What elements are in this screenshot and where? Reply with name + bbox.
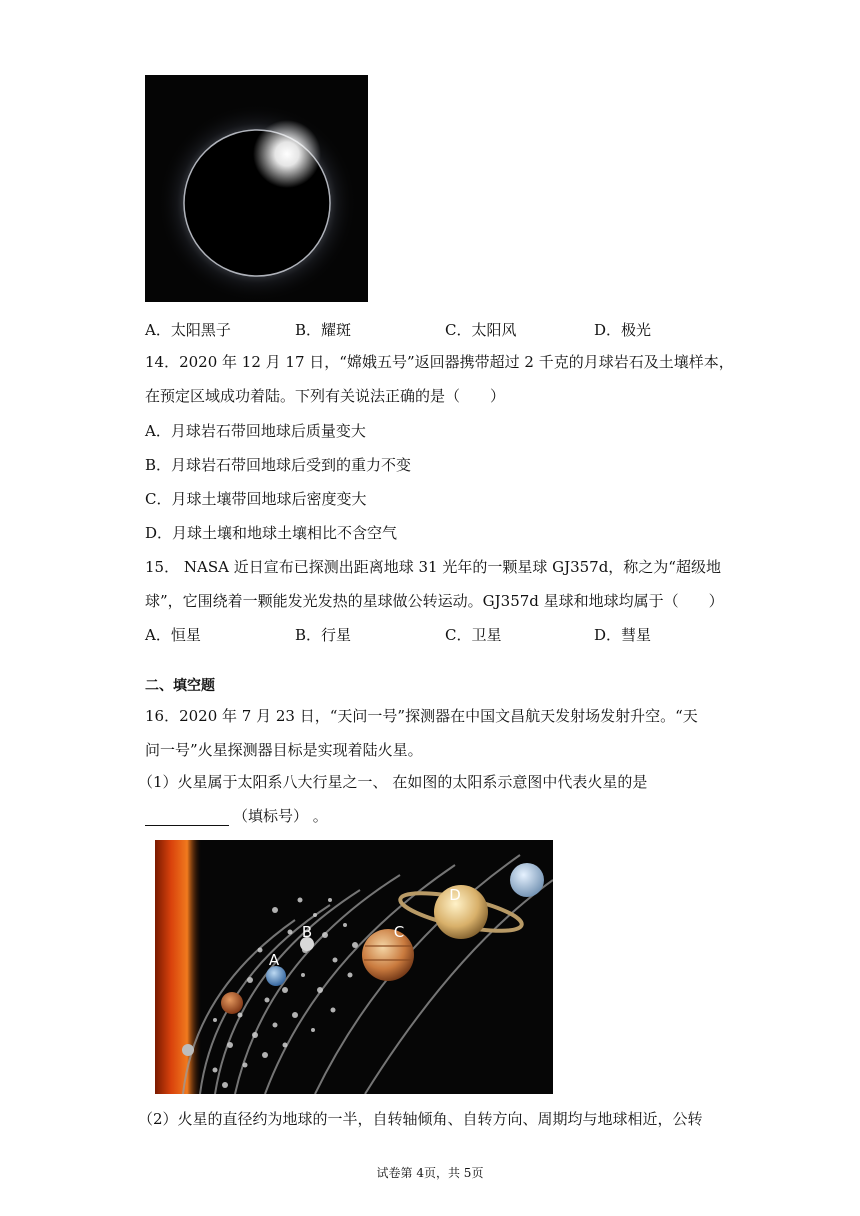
q14-stem-line2: 在预定区域成功着陆。下列有关说法正确的是（ ） [145,387,506,405]
q13-option-c: C．太阳风 [445,321,517,339]
q14-option-c: C．月球土壤带回地球后密度变大 [145,490,367,508]
planet-label-a: A [268,951,280,969]
planet-label-d: D [449,886,461,904]
section-heading: 二、填空题 [145,678,215,694]
q16-sub1-line2 [145,806,328,826]
q16-sub2-line1: （2）火星的直径约为地球的一半，自转轴倾角、自转方向、周期均与地球相近，公转 [138,1110,703,1128]
eclipse-image [145,75,368,302]
q16-stem-line1: 16．2020 年 7 月 23 日，“天问一号”探测器在中国文昌航天发射场发射升空。“天 [145,707,698,725]
solar-system-image [155,840,553,1094]
q13-option-b: B．耀斑 [295,321,352,339]
page-footer: 试卷第 4页，共 5页 [376,1166,484,1180]
q13-option-a: A．太阳黑子 [145,321,231,339]
q14-stem-line1: 14．2020 年 12 月 17 日，“嫦娥五号”返回器携带超过 2 千克的月球岩石及土壤样本， [145,353,734,371]
q14-option-d: D．月球土壤和地球土壤相比不含空气 [145,524,398,542]
q14-option-a: A．月球岩石带回地球后质量变大 [145,422,366,440]
q15-stem-line1: 15． NASA 近日宣布已探测出距离地球 31 光年的一颗星球 GJ357d，称之为“超级地 [145,558,721,576]
q16-stem-line2: 问一号”火星探测器目标是实现着陆火星。 [145,741,423,759]
q16-sub1-line1: （1）火星属于太阳系八大行星之一、 在如图的太阳系示意图中代表火星的是 [138,773,648,791]
planet-label-b: B [301,923,313,941]
q15-option-c: C．卫星 [445,626,502,644]
q16-sub1-hint: （填标号） 。 [233,807,328,825]
answer-blank[interactable] [145,810,229,826]
q13-option-d: D．极光 [594,321,652,339]
q15-option-d: D．彗星 [594,626,652,644]
planet-label-c: C [393,923,405,941]
q14-option-b: B．月球岩石带回地球后受到的重力不变 [145,456,412,474]
q15-option-b: B．行星 [295,626,352,644]
q15-stem-line2: 球”，它围绕着一颗能发光发热的星球做公转运动。GJ357d 星球和地球均属于（ ） [145,592,724,610]
q15-option-a: A．恒星 [145,626,201,644]
